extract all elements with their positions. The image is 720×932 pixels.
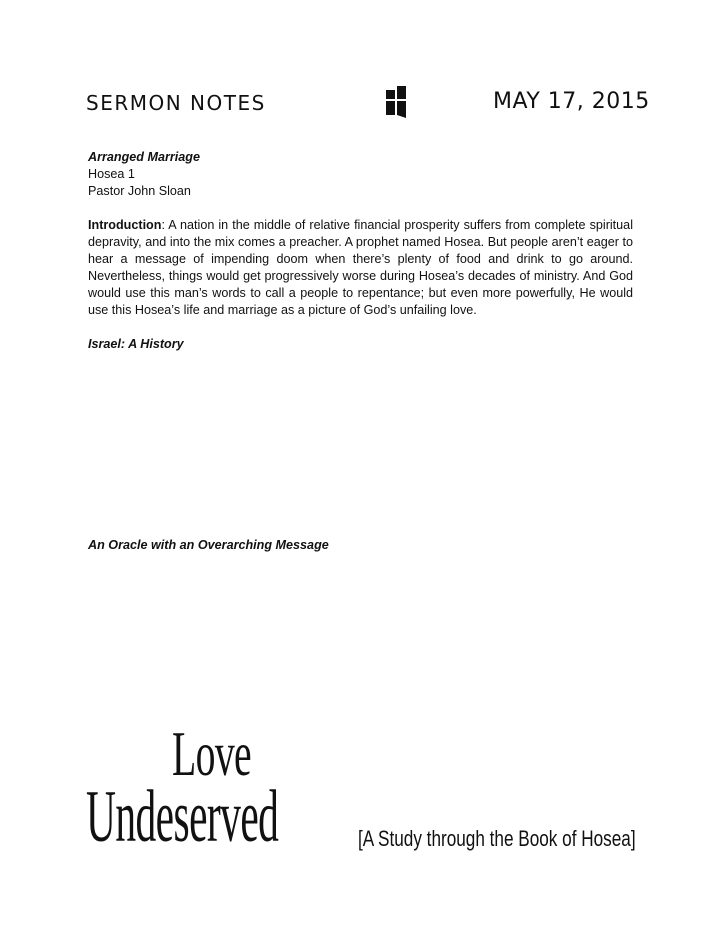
sermon-speaker: Pastor John Sloan bbox=[88, 184, 191, 198]
church-cross-icon bbox=[386, 86, 408, 118]
spacer bbox=[88, 319, 633, 336]
section-heading-history: Israel: A History bbox=[88, 337, 184, 351]
series-title-line1: Love bbox=[172, 718, 252, 789]
sermon-title: Arranged Marriage bbox=[88, 150, 200, 164]
sermon-passage: Hosea 1 bbox=[88, 167, 135, 181]
section-heading-oracle: An Oracle with an Overarching Message bbox=[88, 538, 329, 552]
series-title-line2: Undeserved bbox=[86, 776, 279, 858]
introduction-text: : A nation in the middle of relative financial prosperity suffers from complete spiritual depravity, and into the mix comes a preacher. A prophet named Hosea. But people aren’t eager to hear a message of impending doom when there’s plenty of food and drink to go around. Nevertheless, things would get progressively worse during Hosea’s decades of ministry. And God would use this man’s words to call a people to repentance; but even more powerfully, He would use this Hosea’s life and marriage as a picture of God’s unfailing love. bbox=[88, 218, 633, 317]
sermon-content bbox=[88, 149, 633, 353]
introduction-paragraph bbox=[88, 217, 633, 319]
introduction-label: Introduction bbox=[88, 218, 162, 232]
header-date: MAY 17, 2015 bbox=[493, 89, 650, 114]
header-title: SERMON NOTES bbox=[86, 91, 266, 115]
series-subtitle: [A Study through the Book of Hosea] bbox=[358, 826, 636, 851]
spacer bbox=[88, 200, 633, 217]
